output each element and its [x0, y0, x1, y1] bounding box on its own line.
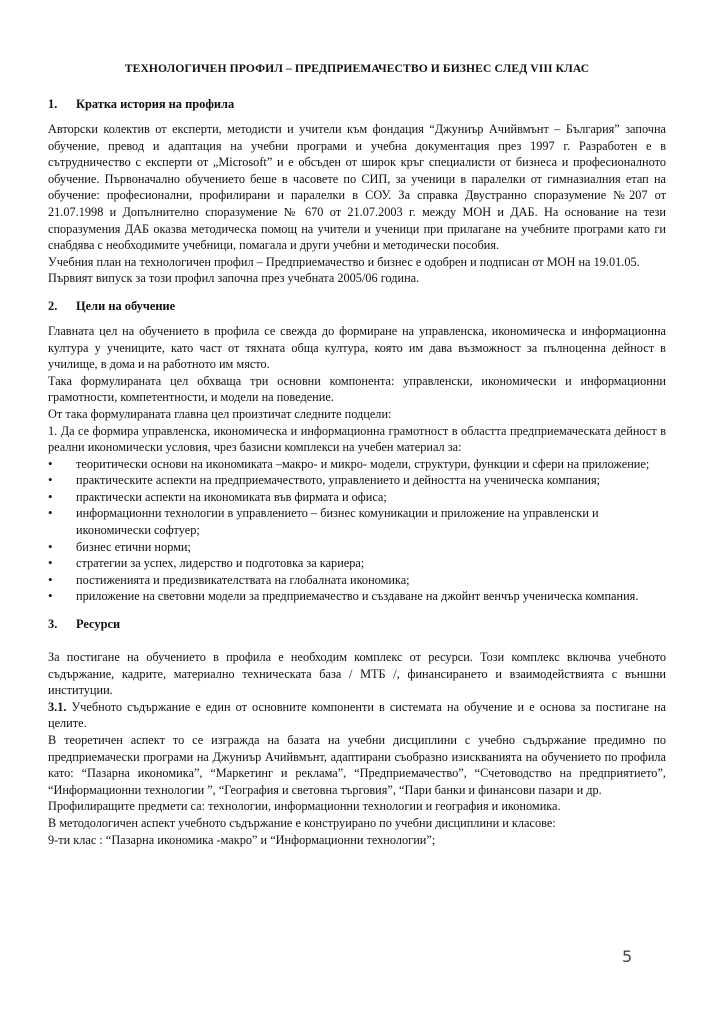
list-item: • бизнес етични норми; — [48, 538, 191, 554]
paragraph: Учебния план на технологичен профил – Предприемачество и бизнес е одобрен и подписан от МОН на 19.01.05. — [48, 254, 640, 269]
list-item: • приложение на световни модели за предприемачество и създаване на джойнт венчър ученическа компания. — [48, 588, 639, 604]
bullet-icon: • — [48, 505, 53, 521]
list-item: • практическите аспекти на предприемачеството, управлението и дейността на ученическа компания; — [48, 472, 601, 488]
bullet-icon: • — [48, 472, 53, 488]
section-number: 1. — [48, 97, 58, 111]
section-title: Цели на обучение — [76, 298, 176, 313]
paragraph: 9-ти клас : “Пазарна икономика -макро” и “Информационни технологии”; — [48, 832, 436, 847]
list-item: • стратегии за успех, лидерство и подготовка за кариера; — [48, 555, 365, 571]
section-2-heading — [48, 299, 666, 314]
document-page — [48, 62, 666, 848]
bullet-icon: • — [48, 488, 53, 504]
paragraph: В теоретичен аспект то се изгражда на базата на учебни дисциплини с учебно съдържание предимно по предприемачески програми на Джуниър Ачийвмънт, адаптирани съобразно изискванията на обучението по профила като: “Пазарна икономика”, “Маркетинг и реклама”, “Предприемачество”, “Счетоводство на предприятието”, “Информационни технологии ”, “География и световна търговия”, “Пари банки и финансови пазари и др. — [48, 733, 666, 797]
bullet-icon: • — [48, 571, 53, 587]
bullet-icon: • — [48, 588, 53, 604]
paragraph: Така формулираната цел обхваща три основни компонента: управленски, икономически и информационни грамотности, компетентности, и модели на поведение. — [48, 373, 666, 405]
page-number: 5 — [622, 947, 633, 966]
paragraph: Главната цел на обучението в профила се свежда до формиране на управленска, икономическа и информационна култура у учениците, като част от тяхната обща култура, която им дава възможност за пълноценна дейност в училище, в дома и на работното им място. — [48, 323, 666, 372]
section-1-heading — [48, 97, 666, 112]
paragraph: В методологичен аспект учебното съдържание е конструирано по учебни дисциплини и класове: — [48, 815, 556, 830]
list-item: • постиженията и предизвикателствата на глобалната икономика; — [48, 571, 410, 587]
section-title: Ресурси — [76, 617, 121, 632]
document-title: ТЕХНОЛОГИЧЕН ПРОФИЛ – ПРЕДПРИЕМАЧЕСТВО И БИЗНЕС СЛЕД VIII КЛАС — [124, 62, 590, 75]
list-item: • информационни технологии в управлението – бизнес комуникации и приложение на управленски и икономически софтуер; — [48, 505, 599, 538]
bullet-icon: • — [48, 538, 53, 554]
bullet-icon: • — [48, 555, 53, 571]
paragraph: 1. Да се формира управленска, икономическа и информационна грамотност в областта предприемаческата дейност в реални икономически условия, чрез базисни комплекси на учебен материал за: — [48, 423, 666, 455]
bullet-icon: • — [48, 455, 53, 471]
paragraph: Профилиращите предмети са: технологии, информационни технологии и география и икономика. — [48, 799, 561, 814]
paragraph: Авторски колектив от експерти, методисти и учители към фондация “Джуниър Ачийвмънт – България” започна обучение, превод и адаптация на учебни програми и учебна документация през 1997 г. Разработен е в сътрудничество с експерти от „Microsoft” и е обсъден от широк кръг специалисти от бизнеса и професионалното обучение. Първоначално обучението беше в часовете по СИП, за ученици в паралелки от гимназиалния етап на обучение: професионални, профилирани и паралелки в СОУ. За справка Двустранно споразумение №207 от 21.07.1998 и Допълнително споразумение № 670 от 21.07.2003 г. между МОН и ДАБ. На основание на тези споразумения ДАБ оказва методическа помощ на учители и ученици при прилагане на учебните програми като ги снабдява с необходимите учебници, помагала и други учебни и методически пособия. — [48, 122, 666, 253]
section-number: 3. — [48, 617, 58, 632]
section-number: 2. — [48, 298, 58, 313]
section-3-heading — [48, 617, 666, 632]
paragraph: От така формулираната главна цел произтичат следните подцели: — [48, 406, 392, 421]
paragraph: За постигане на обучението в профила е необходим комплекс от ресурси. Този комплекс включва учебното съдържание, кадрите, материално техническата база / МТБ /, финансирането и взаимодействията с външни институции. — [48, 650, 666, 698]
subsection-number: 3.1. — [48, 699, 67, 714]
section-title: Кратка история на профила — [76, 97, 235, 111]
list-item: • теоритически основи на икономиката –макро- и микро- модели, структури, функции и сфери на приложение; — [48, 455, 650, 471]
objectives-list — [48, 456, 666, 605]
paragraph: Първият випуск за този профил започна през учебната 2005/06 година. — [48, 271, 420, 286]
paragraph: 3.1. Учебното съдържание е един от основните компоненти в системата на обучение и е основа за постигане на целите. — [48, 699, 666, 731]
list-item: • практически аспекти на икономиката във фирмата и офиса; — [48, 488, 387, 504]
